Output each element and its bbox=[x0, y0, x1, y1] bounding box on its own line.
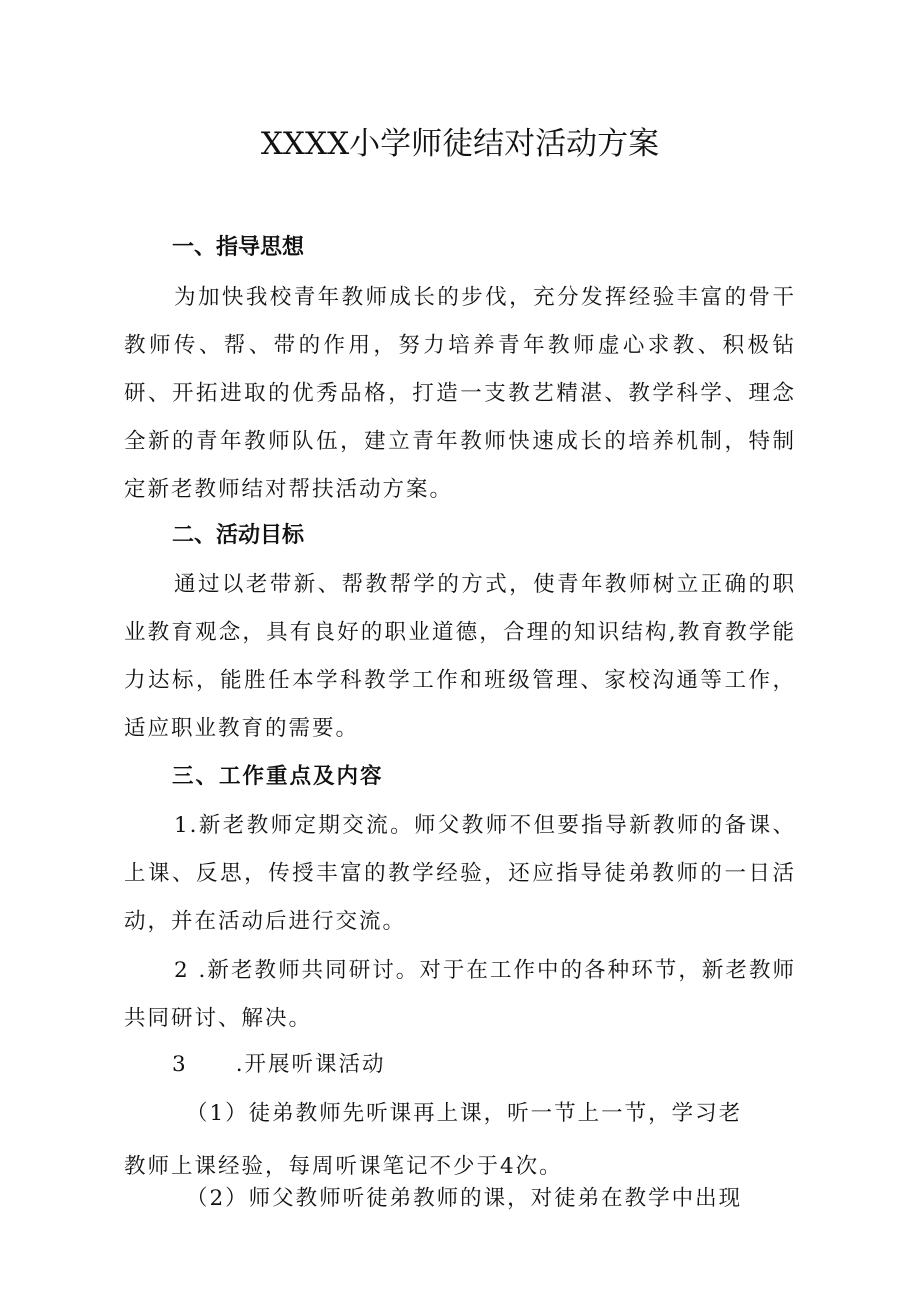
section-heading-guiding-ideology: 一、指导思想 bbox=[172, 235, 305, 260]
sub-item-2-line-1: （2）师父教师听徒弟教师的课，对徒弟在教学中出现 bbox=[186, 1186, 743, 1211]
section-heading-work-focus: 三、工作重点及内容 bbox=[172, 764, 384, 789]
item-1-regular-exchange: 1.新老教师定期交流。师父教师不但要指导新教师的备课、上课、反思，传授丰富的教学经验，还应指导徒弟教师的一日活动，并在活动后进行交流。 bbox=[124, 813, 796, 934]
item-2-joint-research: 2 .新老教师共同研讨。对于在工作中的各种环节，新老教师共同研讨、解决。 bbox=[124, 958, 796, 1031]
paragraph-activity-goals: 通过以老带新、帮教帮学的方式，使青年教师树立正确的职业教育观念，具有良好的职业道德，合理的知识结构,教育教学能力达标，能胜任本学科教学工作和班级管理、家校沟通等工作，适应职业教育的需要。 bbox=[124, 572, 796, 741]
item-3-number: 3 bbox=[172, 1052, 188, 1077]
document-title: XXXX小学师徒结对活动方案 bbox=[260, 126, 660, 162]
item-3-lesson-observation bbox=[172, 1050, 386, 1080]
sub-item-1-line-2: 教师上课经验，每周听课笔记不少于4次。 bbox=[124, 1154, 563, 1179]
sub-item-1-line-1: （1）徒弟教师先听课再上课，听一节上一节，学习老 bbox=[186, 1101, 743, 1126]
paragraph-guiding-ideology: 为加快我校青年教师成长的步伐，充分发挥经验丰富的骨干教师传、帮、带的作用，努力培养青年教师虚心求教、积极钻研、开拓进取的优秀品格，打造一支教艺精湛、教学科学、理念全新的青年教师队伍，建立青年教师快速成长的培养机制，特制定新老教师结对帮扶活动方案。 bbox=[124, 285, 796, 502]
item-3-text: .开展听课活动 bbox=[235, 1052, 386, 1077]
section-heading-activity-goals: 二、活动目标 bbox=[172, 523, 305, 548]
